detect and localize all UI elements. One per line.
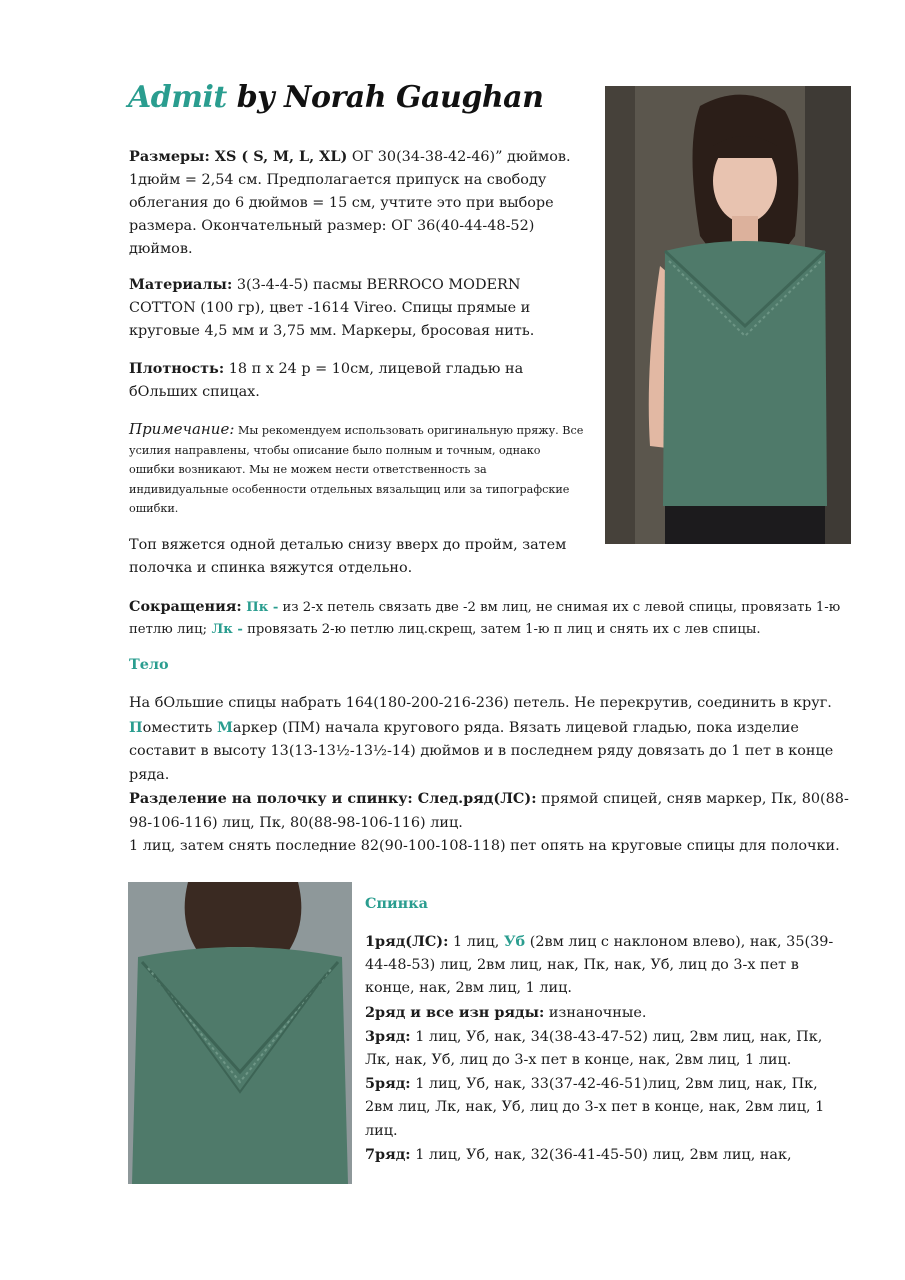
body-text-3: аркер (ПМ) начала кругового ряда. Вязать лицевой гладью, пока изделие составит в высоту 13(13-13½-13½-14) дюймов и в последнем ряду довязать до 1 пет в конце ряда. <box>129 719 834 783</box>
intro-paragraph: Топ вяжется одной деталью снизу вверх до пройм, затем полочка и спинка вяжутся отдельно. <box>129 537 567 576</box>
split-text: прямой спицей, сняв маркер, Пк, 80(88-98-106-116) лиц, Пк, 80(88-98-106-116) лиц. <box>129 791 849 831</box>
row3-text: 1 лиц, Уб, нак, 34(38-43-47-52) лиц, 2вм лиц, нак, Пк, Лк, нак, Уб, лиц до 3-х пет в конце, нак, 2вм лиц, 1 лиц. <box>365 1028 823 1069</box>
body-text-1: На бОльшие спицы набрать 164(180-200-216-236) петель. Не перекрутив, соединить в круг. <box>129 695 832 711</box>
row5-text: 1 лиц, Уб, нак, 33(37-42-46-51)лиц, 2вм лиц, нак, Пк, 2вм лиц, Лк, нак, Уб, лиц до 3-х пет в конце, нак, 2вм лиц, 1 лиц. <box>365 1076 825 1139</box>
body-text-2: оместить <box>142 719 217 736</box>
model-back-photo <box>128 882 352 1184</box>
note-label: Примечание: <box>129 420 235 438</box>
row7-text: 1 лиц, Уб, нак, 32(36-41-45-50) лиц, 2вм лиц, нак, <box>410 1146 792 1163</box>
sizes-paragraph <box>129 145 589 261</box>
body-paragraph <box>129 692 849 859</box>
row1-text-a: 1 лиц, <box>448 934 504 950</box>
abbr-lk: Лк - <box>207 622 243 637</box>
back-heading: Спинка <box>365 895 428 912</box>
title-designer: by Norah Gaughan <box>226 80 544 115</box>
body-highlight-m: М <box>216 718 233 736</box>
sizes-list: XS ( S, M, L, XL) <box>209 148 348 165</box>
sizes-text: ОГ 30(34-38-42-46)” дюймов. 1дюйм = 2,54 см. Предполагается припуск на свободу облегания до 6 дюймов = 15 см, учтите это при выборе размера. Окончательный размер: ОГ 36(40-44-48-52) дюймов. <box>129 149 571 257</box>
materials-text: 3(3-4-4-5) пасмы BERROCO MODERN COTTON (100 гр), цвет -1614 Vireo. Спицы прямые и круговые 4,5 мм и 3,75 мм. Маркеры, бросовая нить. <box>129 277 535 339</box>
model-back-illustration <box>128 882 352 1184</box>
materials-label: Материалы: <box>129 276 233 293</box>
abbr-pk: Пк - <box>241 600 279 615</box>
gauge-paragraph <box>129 357 589 404</box>
abbr-pk-text: из 2-х петель связать две -2 вм лиц, не снимая их с левой спицы, провязать 1-ю петлю лиц; <box>129 600 841 637</box>
body-text-4: 1 лиц, затем снять последние 82(90-100-108-118) пет опять на круговые спицы для полочки. <box>129 838 840 854</box>
model-front-photo <box>605 86 851 544</box>
gauge-label: Плотность: <box>129 360 225 377</box>
row1-ub: Уб <box>503 933 526 950</box>
row2-text: изнаночные. <box>544 1004 647 1021</box>
model-front-illustration <box>605 86 851 544</box>
abbr-lk-text: провязать 2-ю петлю лиц.скрещ, затем 1-ю п лиц и снять их с лев спицы. <box>242 622 761 637</box>
row3-label: 3ряд: <box>365 1027 411 1045</box>
note-paragraph <box>129 420 589 519</box>
row7-label: 7ряд: <box>365 1145 411 1163</box>
sizes-label: Размеры: <box>129 148 210 165</box>
row1-label: 1ряд(ЛС): <box>365 933 449 950</box>
pattern-title <box>128 80 543 126</box>
note-text: Мы рекомендуем использовать оригинальную пряжу. Все усилия направлены, чтобы описание было полным и точным, однако ошибки возникают. Мы не можем нести ответственность за индивидуальные особенности отдельных вязальщиц или за типографские ошибки. <box>129 424 584 515</box>
title-pattern-name: Admit <box>128 80 227 115</box>
back-rows <box>365 930 845 1167</box>
row2-label: 2ряд и все изн ряды: <box>365 1003 545 1021</box>
materials-paragraph <box>129 273 589 343</box>
abbr-label: Сокращения: <box>129 598 242 615</box>
split-label: Разделение на полочку и спинку: След.ряд(ЛС): <box>129 790 537 807</box>
body-heading: Тело <box>129 656 169 673</box>
row5-label: 5ряд: <box>365 1075 411 1093</box>
gauge-text: 18 п х 24 р = 10см, лицевой гладью на бОльших спицах. <box>129 361 524 400</box>
abbreviations-paragraph <box>129 596 849 641</box>
body-highlight-p: П <box>129 718 143 736</box>
row1-text-b: (2вм лиц с наклоном влево), нак, 35(39-44-48-53) лиц, 2вм лиц, нак, Пк, нак, Уб, лиц до 3-х пет в конце, нак, 2вм лиц, 1 лиц. <box>365 934 834 997</box>
